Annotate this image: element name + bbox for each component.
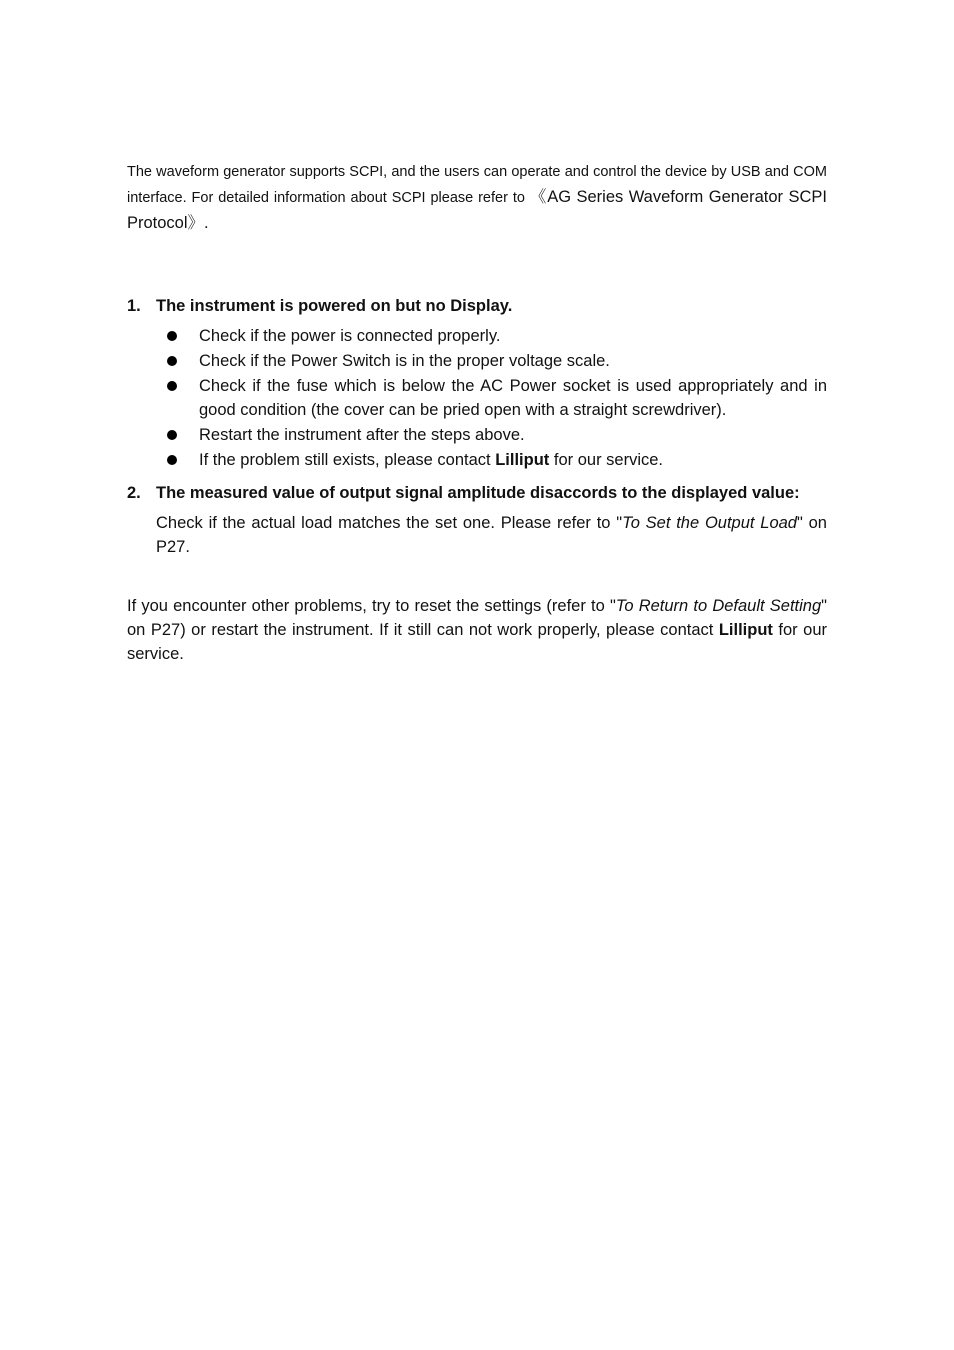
question-1: [127, 294, 827, 318]
question-1-title: The instrument is powered on but no Display.: [156, 297, 513, 315]
list-item-text: Check if the power is connected properly.: [199, 327, 501, 345]
list-item-text: for our service.: [549, 451, 664, 469]
question-2-number: 2.: [127, 484, 141, 502]
closing-text: " on P27) or restart the instrument. If it still can not work properly, please contact: [127, 597, 827, 639]
bullet-icon: [167, 381, 177, 391]
troubleshooting-section: [127, 294, 827, 559]
list-item-text: Restart the instrument after the steps above.: [199, 426, 525, 444]
scpi-intro-text: The waveform generator supports SCPI, and the users can operate and control the device by USB and COM interface. For detailed information about SCPI please refer to: [127, 164, 827, 206]
bullet-icon: [167, 356, 177, 366]
closing-text: for our service.: [127, 621, 827, 663]
list-item: [127, 423, 827, 447]
question-1-checklist: [127, 324, 827, 472]
brand-name: Lilliput: [718, 621, 773, 639]
default-setting-reference: To Return to Default Setting: [615, 597, 822, 615]
list-item-text: If the problem still exists, please contact: [199, 451, 496, 469]
list-item: [127, 374, 827, 422]
bullet-icon: [167, 455, 177, 465]
list-item-text: Check if the fuse which is below the AC Power socket is used appropriately and in good condition (the cover can be pried open with a straight screwdriver).: [199, 377, 827, 419]
list-item-text: Check if the Power Switch is in the proper voltage scale.: [199, 352, 610, 370]
scpi-protocol-reference: 《AG Series Waveform Generator SCPI Protocol》.: [127, 188, 827, 232]
list-item: [127, 448, 827, 472]
closing-paragraph: [127, 594, 827, 666]
question-2-title: The measured value of output signal amplitude disaccords to the displayed value:: [156, 484, 800, 502]
bullet-icon: [167, 331, 177, 341]
answer-text: " on P27.: [156, 514, 827, 556]
brand-name: Lilliput: [495, 451, 550, 469]
answer-text: Check if the actual load matches the set one. Please refer to ": [156, 514, 623, 532]
list-item: [127, 324, 827, 348]
question-2-answer: [156, 511, 827, 559]
question-2: [127, 481, 827, 505]
scpi-intro-paragraph: [127, 160, 827, 237]
closing-text: If you encounter other problems, try to reset the settings (refer to ": [127, 597, 616, 615]
bullet-icon: [167, 430, 177, 440]
question-1-number: 1.: [127, 297, 141, 315]
list-item: [127, 349, 827, 373]
output-load-reference: To Set the Output Load: [622, 514, 797, 532]
